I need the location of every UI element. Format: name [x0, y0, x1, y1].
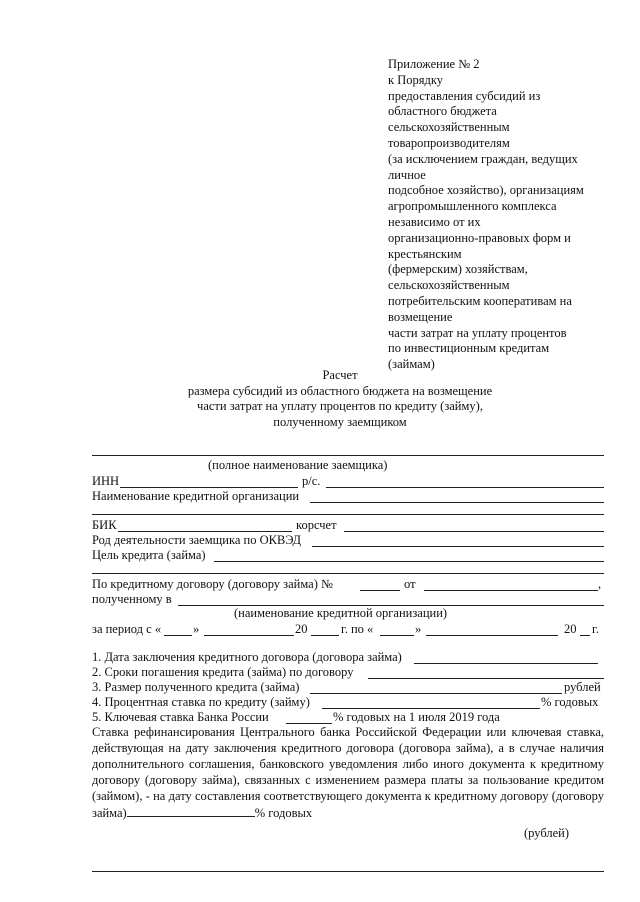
title-line: полученному заемщиком — [273, 414, 407, 429]
item-2-field[interactable] — [368, 678, 604, 679]
appendix-line: личное — [388, 167, 426, 182]
appendix-line: крестьянским — [388, 246, 462, 261]
refinancing-text: Ставка рефинансирования Центрального банка Российской Федерации или ключевая ставка, действующая на дату заключения кредитного договора (договора займа), а в случае наличия дополнительного соглашения, банковского уведомления либо иного документа к кредитному договору (договору займа), связанных с изменением размера платы за пользование кредитом (займом), - на дату составления соответствующего документа к кредитному договору (договору займа) — [92, 725, 604, 820]
inn-field[interactable] — [120, 487, 298, 488]
rs-label: р/с. — [302, 474, 321, 488]
appendix-line: сельскохозяйственным — [388, 120, 510, 135]
borrower-name-field[interactable] — [92, 455, 604, 456]
bank-name-label: Наименование кредитной организации — [92, 489, 300, 503]
item-3-unit: рублей — [564, 680, 601, 694]
item-3-label: 3. Размер полученного кредита (займа) — [92, 680, 300, 694]
okved-label: Род деятельности заемщика по ОКВЭД — [92, 533, 302, 547]
appendix-line: Приложение № 2 — [388, 57, 480, 71]
appendix-line: части затрат на уплату процентов — [388, 325, 567, 340]
contract-label: По кредитному договору (договору займа) № — [92, 577, 333, 591]
item-4-field[interactable] — [322, 708, 540, 709]
inn-label: ИНН — [92, 474, 120, 488]
item-1-field[interactable] — [414, 663, 598, 664]
item-4-label: 4. Процентная ставка по кредиту (займу) — [92, 695, 310, 709]
period-year-1: 20 — [295, 622, 308, 636]
item-1-label: 1. Дата заключения кредитного договора (договора займа) — [92, 650, 402, 664]
appendix-line: областного бюджета — [388, 104, 497, 119]
appendix-line: (займам) — [388, 357, 435, 372]
okved-field[interactable] — [312, 546, 604, 547]
appendix-line: к Порядку — [388, 72, 443, 87]
appendix-line: предоставления субсидий из — [388, 88, 541, 103]
refinancing-paragraph — [92, 725, 604, 821]
item-5-label: 5. Ключевая ставка Банка России — [92, 710, 269, 724]
period-year-2: 20 — [564, 622, 577, 636]
appendix-line: (фермерским) хозяйствам, — [388, 262, 528, 277]
received-by-label: полученному в — [92, 592, 172, 606]
period-to-month-field[interactable] — [426, 635, 558, 636]
period-quote-2: » — [415, 622, 422, 636]
purpose-field-continued[interactable] — [92, 573, 604, 574]
bank-name-field[interactable] — [310, 502, 604, 503]
title-line: части затрат на уплату процентов по кредиту (займу), — [197, 399, 483, 414]
appendix-line: возмещение — [388, 309, 453, 324]
contract-comma: , — [598, 577, 602, 591]
item-2-label: 2. Сроки погашения кредита (займа) по договору — [92, 665, 354, 679]
appendix-block — [388, 57, 618, 373]
bik-field[interactable] — [118, 531, 292, 532]
rs-field[interactable] — [326, 487, 604, 488]
korschet-field[interactable] — [344, 531, 604, 532]
bottom-rule — [92, 871, 604, 872]
contract-from-label: от — [404, 577, 416, 591]
period-from-day-field[interactable] — [164, 635, 192, 636]
appendix-line: потребительским кооперативам на — [388, 293, 572, 308]
korschet-label: корсчет — [296, 518, 337, 532]
appendix-line: сельскохозяйственным — [388, 278, 510, 293]
item-3-field[interactable] — [310, 693, 562, 694]
document-title — [120, 368, 560, 430]
bank-caption: (наименование кредитной организации) — [234, 606, 448, 620]
item-4-unit: % годовых — [541, 695, 599, 709]
purpose-label: Цель кредита (займа) — [92, 548, 206, 562]
title-line: размера субсидий из областного бюджета на возмещение — [187, 383, 493, 398]
period-quote-1: » — [193, 622, 200, 636]
bank-name-field-continued[interactable] — [92, 514, 604, 515]
period-to-year-field[interactable] — [580, 635, 590, 636]
appendix-line: организационно-правовых форм и — [388, 230, 571, 245]
bik-label: БИК — [92, 518, 117, 532]
appendix-line: подсобное хозяйство), организациям — [388, 183, 584, 198]
period-from-month-field[interactable] — [204, 635, 294, 636]
period-to-day-field[interactable] — [380, 635, 414, 636]
borrower-caption: (полное наименование заемщика) — [208, 458, 388, 472]
appendix-line: (за исключением граждан, ведущих — [388, 151, 578, 166]
period-g-label: г. — [592, 622, 599, 636]
rubles-caption: (рублей) — [524, 826, 570, 840]
period-from-year-field[interactable] — [311, 635, 339, 636]
contract-date-field[interactable] — [424, 590, 598, 591]
refinancing-rate-field[interactable] — [127, 805, 255, 817]
contract-number-field[interactable] — [360, 590, 400, 591]
refinancing-unit: % годовых — [254, 805, 313, 820]
appendix-line: по инвестиционным кредитам — [388, 341, 550, 356]
item-5-field[interactable] — [286, 723, 332, 724]
appendix-line: товаропроизводителям — [388, 135, 510, 150]
item-5-suffix: % годовых на 1 июля 2019 года — [333, 710, 500, 724]
period-to-label: г. по « — [341, 622, 374, 636]
appendix-line: независимо от их — [388, 214, 481, 229]
period-from-label: за период с « — [92, 622, 162, 636]
title-line: Расчет — [322, 368, 358, 382]
appendix-line: агропромышленного комплекса — [388, 199, 557, 214]
purpose-field[interactable] — [214, 561, 604, 562]
